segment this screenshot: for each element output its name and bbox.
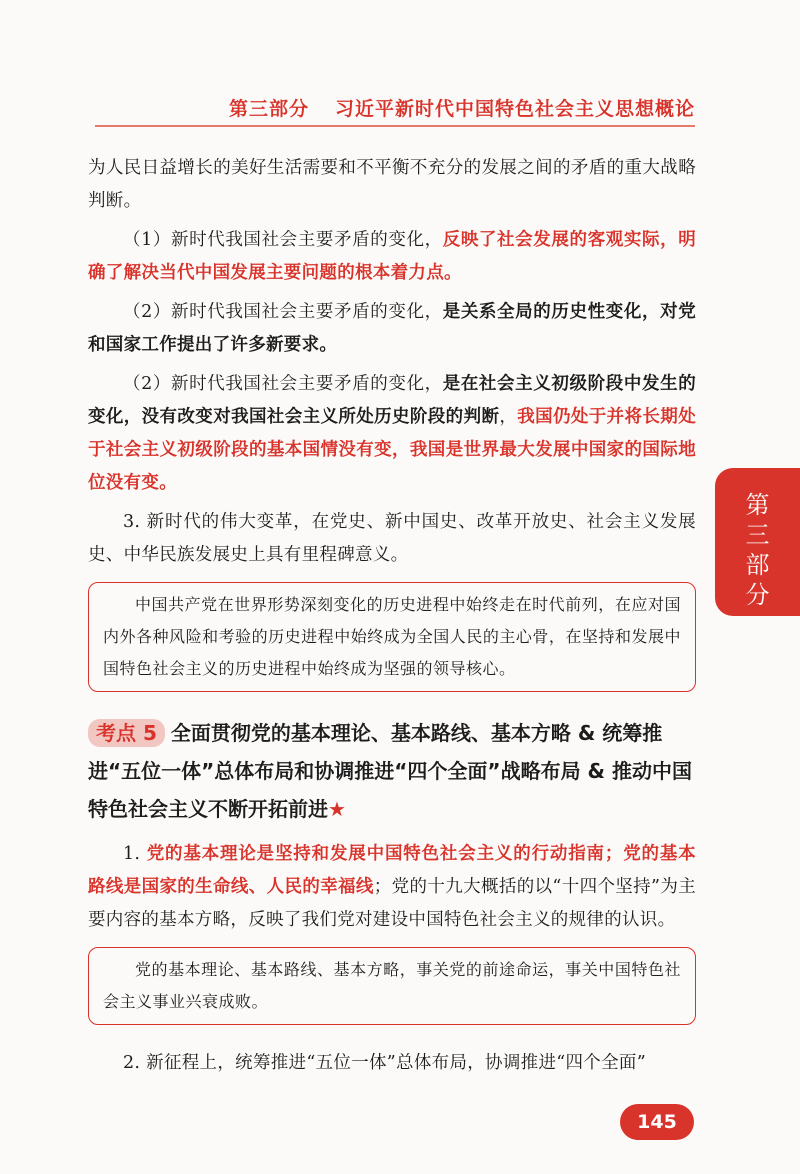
paragraph-section5-2: 2. 新征程上，统筹推进“五位一体”总体布局，协调推进“四个全面” bbox=[123, 1053, 646, 1073]
star-icon: ★ bbox=[328, 797, 346, 821]
text-normal: （2）新时代我国社会主要矛盾的变化， bbox=[123, 374, 443, 394]
side-tab-char: 部 bbox=[745, 551, 770, 579]
header-title: 习近平新时代中国特色社会主义思想概论 bbox=[334, 98, 695, 120]
exam-point-title: 全面贯彻党的基本理论、基本路线、基本方略 & 统筹推进“五位一体”总体布局和协调推进“四个全面”战略布局 & 推动中国特色社会主义不断开拓前进 bbox=[88, 721, 692, 821]
header-part: 第三部分 bbox=[228, 98, 309, 120]
paragraph-continuation: 为人民日益增长的美好生活需要和不平衡不充分的发展之间的矛盾的重大战略判断。 bbox=[88, 158, 696, 211]
exam-point-tag: 考点 5 bbox=[88, 719, 165, 747]
note-box-1 bbox=[88, 582, 696, 692]
text-normal: ；党的十九大概括的以“十四个坚持”为主要内容的基本方略，反映了我们党对建设中国特色社会主义的规律的认识。 bbox=[88, 877, 696, 930]
side-tab-char: 分 bbox=[745, 581, 770, 609]
paragraph-item-1 bbox=[88, 224, 696, 290]
text-highlight: 党的基本理论是坚持和发展中国特色社会主义的行动指南；党的基本路线是国家的生命线、人民的幸福线 bbox=[88, 844, 696, 897]
running-header bbox=[95, 94, 695, 121]
section-side-tab bbox=[715, 468, 800, 616]
text-normal: ， bbox=[499, 407, 518, 427]
paragraph-item-2 bbox=[88, 296, 696, 362]
text-normal: 1. bbox=[123, 844, 147, 864]
side-tab-char: 第 bbox=[745, 491, 770, 519]
text-bold: 是关系全局的历史性变化，对党和国家工作提出了许多新要求。 bbox=[88, 302, 696, 355]
side-tab-char: 三 bbox=[745, 521, 770, 549]
paragraph-item-4: 3. 新时代的伟大变革，在党史、新中国史、改革开放史、社会主义发展史、中华民族发展史上具有里程碑意义。 bbox=[88, 512, 696, 565]
exam-point-heading bbox=[88, 714, 696, 828]
text-highlight: 反映了社会发展的客观实际，明确了解决当代中国发展主要问题的根本着力点。 bbox=[88, 230, 696, 283]
text-bold: 是在社会主义初级阶段中发生的变化，没有改变对我国社会主义所处历史阶段的判断 bbox=[88, 374, 696, 427]
note-box-text: 中国共产党在世界形势深刻变化的历史进程中始终走在时代前列，在应对国内外各种风险和考验的历史进程中始终成为全国人民的主心骨，在坚持和发展中国特色社会主义的历史进程中始终成为坚强的领导核心。 bbox=[103, 595, 681, 678]
page-body bbox=[88, 152, 696, 1086]
text-normal: （1）新时代我国社会主要矛盾的变化， bbox=[123, 230, 443, 250]
page-number-badge: 145 bbox=[620, 1104, 694, 1140]
header-divider bbox=[95, 125, 695, 127]
note-box-2 bbox=[88, 947, 696, 1025]
paragraph-section5-1 bbox=[88, 838, 696, 937]
text-highlight: 我国仍处于并将长期处于社会主义初级阶段的基本国情没有变，我国是世界最大发展中国家的国际地位没有变。 bbox=[88, 407, 696, 493]
paragraph-item-3 bbox=[88, 368, 696, 500]
text-normal: （2）新时代我国社会主要矛盾的变化， bbox=[123, 302, 443, 322]
note-box-text: 党的基本理论、基本路线、基本方略，事关党的前途命运，事关中国特色社会主义事业兴衰成败。 bbox=[103, 960, 681, 1011]
